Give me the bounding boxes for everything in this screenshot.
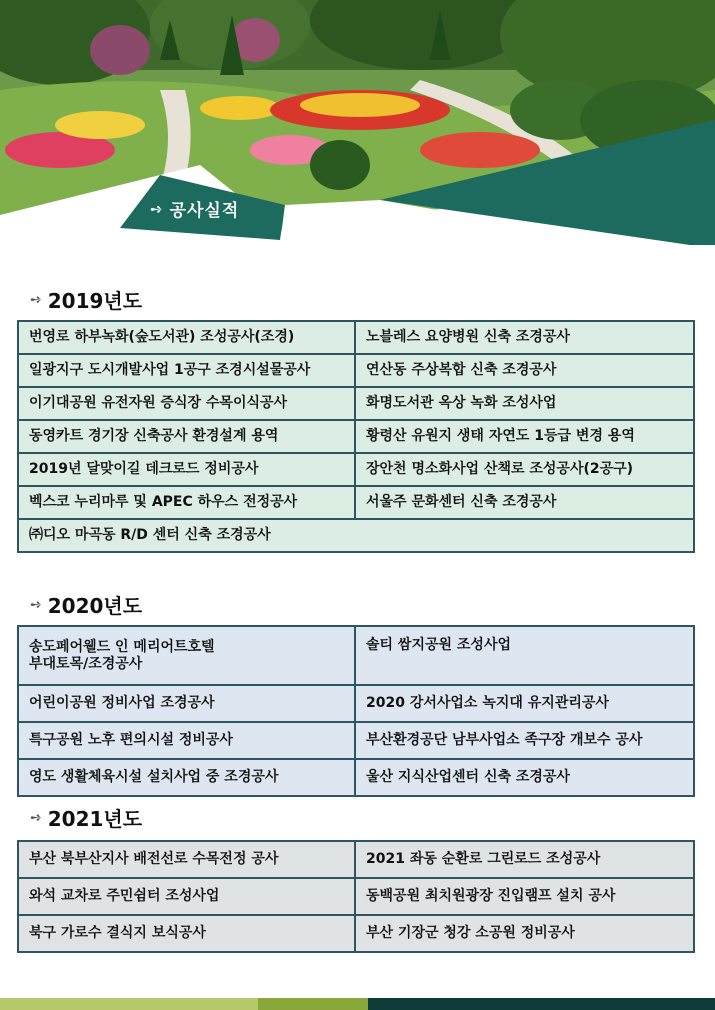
table-cell: 벡스코 누리마루 및 APEC 하우스 전정공사 xyxy=(18,486,355,519)
arrow-icon: ➺ xyxy=(150,199,164,218)
table-cell: 울산 지식산업센터 신축 조경공사 xyxy=(355,759,694,796)
table-row xyxy=(18,759,694,796)
table-cell: 특구공원 노후 편의시설 정비공사 xyxy=(18,722,355,759)
table-cell: 이기대공원 유전자원 증식장 수목이식공사 xyxy=(18,387,355,420)
footer-bar-mid xyxy=(258,998,368,1010)
section-title-2020 xyxy=(30,590,142,619)
table-cell: 부산 기장군 청강 소공원 정비공사 xyxy=(355,915,694,952)
table-cell: 화명도서관 옥상 녹화 조성사업 xyxy=(355,387,694,420)
table-row xyxy=(18,453,694,486)
table-cell: 일광지구 도시개발사업 1공구 조경시설물공사 xyxy=(18,354,355,387)
garden-illustration xyxy=(0,0,715,245)
arrow-icon: ➺ xyxy=(30,596,42,613)
section-title-2019 xyxy=(30,285,142,314)
table-row xyxy=(18,486,694,519)
year-heading: 2019년도 xyxy=(47,289,143,313)
table-cell: 영도 생활체육시설 설치사업 중 조경공사 xyxy=(18,759,355,796)
table-cell: 2019년 달맞이길 데크로드 정비공사 xyxy=(18,453,355,486)
table-cell: 부산환경공단 남부사업소 족구장 개보수 공사 xyxy=(355,722,694,759)
table-cell: 연산동 주상복합 신축 조경공사 xyxy=(355,354,694,387)
table-cell: 2021 좌동 순환로 그린로드 조성공사 xyxy=(355,841,694,878)
table-cell: 번영로 하부녹화(숲도서관) 조성공사(조경) xyxy=(18,321,355,354)
table-cell: 장안천 명소화사업 산책로 조성공사(2공구) xyxy=(355,453,694,486)
table-row xyxy=(18,387,694,420)
year-heading: 2020년도 xyxy=(47,594,143,618)
table-cell: 솔티 쌈지공원 조성사업 xyxy=(355,626,694,685)
table-cell: ㈜디오 마곡동 R/D 센터 신축 조경공사 xyxy=(18,519,694,552)
table-row xyxy=(18,685,694,722)
table-row xyxy=(18,354,694,387)
table-cell: 와석 교차로 주민쉼터 조성사업 xyxy=(18,878,355,915)
table-cell: 동영카트 경기장 신축공사 환경설계 용역 xyxy=(18,420,355,453)
footer-bar-dark xyxy=(368,998,715,1010)
works-table-2020 xyxy=(17,625,695,797)
table-cell: 송도페어웰드 인 메리어트호텔 부대토목/조경공사 xyxy=(18,626,355,685)
banner-title-text: 공사실적 xyxy=(169,201,240,221)
year-heading: 2021년도 xyxy=(47,807,143,831)
table-row xyxy=(18,915,694,952)
footer-bar-light xyxy=(0,998,258,1010)
table-cell: 2020 강서사업소 녹지대 유지관리공사 xyxy=(355,685,694,722)
table-row xyxy=(18,722,694,759)
arrow-icon: ➺ xyxy=(30,809,42,826)
table-row xyxy=(18,321,694,354)
section-title-2021 xyxy=(30,803,142,832)
table-cell: 황령산 유원지 생태 자연도 1등급 변경 용역 xyxy=(355,420,694,453)
garden-banner-image xyxy=(0,0,715,245)
table-row xyxy=(18,519,694,552)
table-row xyxy=(18,841,694,878)
table-cell: 어린이공원 정비사업 조경공사 xyxy=(18,685,355,722)
banner-title xyxy=(150,196,239,221)
arrow-icon: ➺ xyxy=(30,291,42,308)
table-cell: 동백공원 최치원광장 진입램프 설치 공사 xyxy=(355,878,694,915)
table-cell: 북구 가로수 결식지 보식공사 xyxy=(18,915,355,952)
works-table-2019 xyxy=(17,320,695,553)
table-cell: 노블레스 요양병원 신축 조경공사 xyxy=(355,321,694,354)
table-cell: 부산 북부산지사 배전선로 수목전정 공사 xyxy=(18,841,355,878)
works-table-2021 xyxy=(17,840,695,953)
table-row xyxy=(18,878,694,915)
table-cell: 서울주 문화센터 신축 조경공사 xyxy=(355,486,694,519)
table-row xyxy=(18,420,694,453)
table-row xyxy=(18,626,694,685)
